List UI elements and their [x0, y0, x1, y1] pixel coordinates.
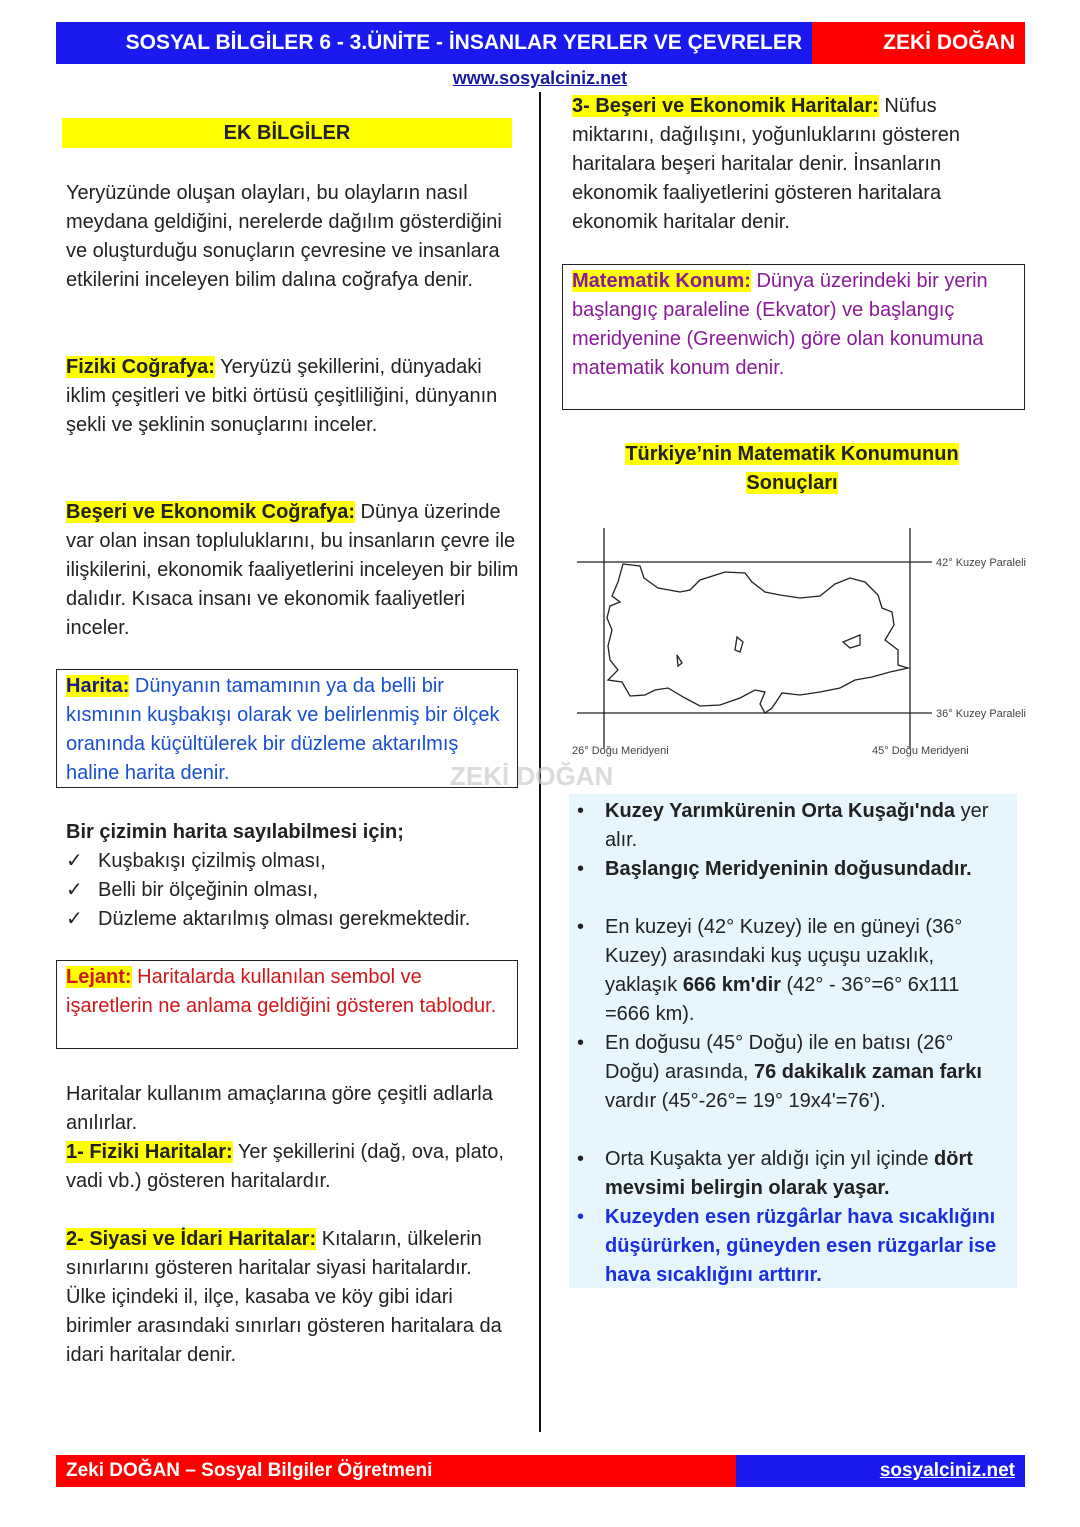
fiziki-haritalar	[66, 1138, 521, 1196]
fact-item: • Kuzey Yarımkürenin Orta Kuşağı'nda yer alır.	[573, 797, 1009, 855]
list-item: ✓ Kuşbakışı çizilmiş olması,	[66, 847, 521, 876]
turkey-outline	[607, 564, 908, 713]
list-item: ✓ Belli bir ölçeğinin olması,	[66, 876, 521, 905]
list-item: ✓ Düzleme aktarılmış olması gerekmektedir.	[66, 905, 521, 934]
term: 2- Siyasi ve İdari Haritalar:	[66, 1228, 317, 1250]
header-author: ZEKİ DOĞAN	[812, 22, 1025, 64]
cizim-title: Bir çizimin harita sayılabilmesi için;	[66, 821, 404, 843]
term: Harita:	[66, 675, 130, 697]
definition: Haritalarda kullanılan sembol ve işaretlerin ne anlama geldiğini gösteren tablodur.	[66, 966, 497, 1017]
fact-item: • Orta Kuşakta yer aldığı için yıl içinde dört mevsimi belirgin olarak yaşar.	[573, 1145, 1009, 1203]
definition: Dünyanın tamamının ya da belli bir kısmının kuşbakışı olarak ve belirlenmiş bir ölçek oranında küçültülerek bir düzleme aktarılmış haline harita denir.	[66, 675, 500, 784]
footer-author: Zeki DOĞAN – Sosyal Bilgiler Öğretmeni	[56, 1455, 736, 1487]
fact-item: • En doğusu (45° Doğu) ile en batısı (26° Doğu) arasında, 76 dakikalık zaman farkı vardır (45°-26°= 19° 19x4'=76').	[573, 1029, 1009, 1116]
fact-item: • En kuzeyi (42° Kuzey) ile en güneyi (36° Kuzey) arasındaki kuş uçuşu uzaklık, yaklaşık 666 km'dir (42° - 36°=6° 6x111 =666 km).	[573, 913, 1009, 1029]
kullanim-text: Haritalar kullanım amaçlarına göre çeşitli adlarla anılırlar.	[66, 1083, 493, 1134]
title-line: Sonuçları	[746, 472, 838, 494]
watermark: ZEKİ DOĞAN	[450, 761, 614, 791]
harita-definition	[66, 672, 506, 788]
term: 3- Beşeri ve Ekonomik Haritalar:	[572, 95, 879, 117]
footer-site-link[interactable]: sosyalciniz.net	[736, 1455, 1025, 1487]
label-west: 26° Doğu Meridyeni	[572, 745, 669, 757]
label-east: 45° Doğu Meridyeni	[872, 745, 969, 757]
definition: Yeryüzü şekillerini, dünyadaki iklim çeşitleri ve bitki örtüsü çeşitliliğini, dünyanın şekli ve şeklinin sonuçlarını inceler.	[66, 356, 498, 436]
sonuclar-title	[572, 440, 1012, 498]
fact-item: • Başlangıç Meridyeninin doğusundadır.	[573, 855, 1009, 884]
facts-panel	[569, 794, 1017, 1288]
term: Lejant:	[66, 966, 132, 988]
term: Matematik Konum:	[572, 270, 751, 292]
intro-text: Yeryüzünde oluşan olayları, bu olayların nasıl meydana geldiğini, nerelerde dağılım gösterdiğini ve oluşturduğu sonuçların çevresine ve insanlara etkilerini inceleyen bilim dalına coğrafya denir.	[66, 182, 502, 291]
definition: Yer şekillerini (dağ, ova, plato, vadi vb.) gösteren haritalardır.	[66, 1141, 504, 1192]
site-link[interactable]: www.sosyalciniz.net	[452, 68, 628, 88]
beseri-cografya	[66, 498, 521, 643]
lejant-definition	[66, 963, 506, 1021]
section-title: EK BİLGİLER	[62, 118, 512, 148]
cizim-list	[66, 847, 521, 934]
fiziki-cografya	[66, 353, 521, 440]
title-line: Türkiye’nin Matematik Konumunun	[625, 443, 959, 465]
beseri-haritalar	[572, 92, 1022, 237]
matematik-konum	[572, 267, 1012, 383]
siyasi-haritalar	[66, 1225, 516, 1370]
definition: Kıtaların, ülkelerin sınırlarını gösteren haritalar siyasi haritalardır. Ülke içindeki il, ilçe, kasaba ve köy gibi idari birimler arasındaki sınırları gösteren haritalara da idari haritalar denir.	[66, 1228, 502, 1366]
label-north: 42° Kuzey Paraleli	[936, 557, 1027, 569]
header-title: SOSYAL BİLGİLER 6 - 3.ÜNİTE - İNSANLAR YERLER VE ÇEVRELER	[56, 22, 812, 64]
label-south: 36° Kuzey Paraleli	[936, 708, 1027, 720]
fact-item: • Kuzeyden esen rüzgârlar hava sıcaklığını düşürürken, güneyden esen rüzgarlar ise hava sıcaklığını arttırır.	[573, 1203, 1009, 1290]
definition: Dünya üzerindeki bir yerin başlangıç paraleline (Ekvator) ve başlangıç meridyenine (Greenwich) göre olan konumuna matematik konum denir.	[572, 270, 988, 379]
definition: Nüfus miktarını, dağılışını, yoğunluklarını gösteren haritalara beşeri haritalar denir. İnsanların ekonomik faaliyetlerini gösteren haritalara ekonomik haritalar denir.	[572, 95, 960, 233]
term: 1- Fiziki Haritalar:	[66, 1141, 233, 1163]
term: Beşeri ve Ekonomik Coğrafya:	[66, 501, 355, 523]
definition: Dünya üzerinde var olan insan topluluklarını, bu insanların çevre ile ilişkilerini, ekonomik faaliyetlerini inceleyen bir bilim dalıdır. Kısaca insanı ve ekonomik faaliyetleri inceler.	[66, 501, 519, 639]
term: Fiziki Coğrafya:	[66, 356, 215, 378]
